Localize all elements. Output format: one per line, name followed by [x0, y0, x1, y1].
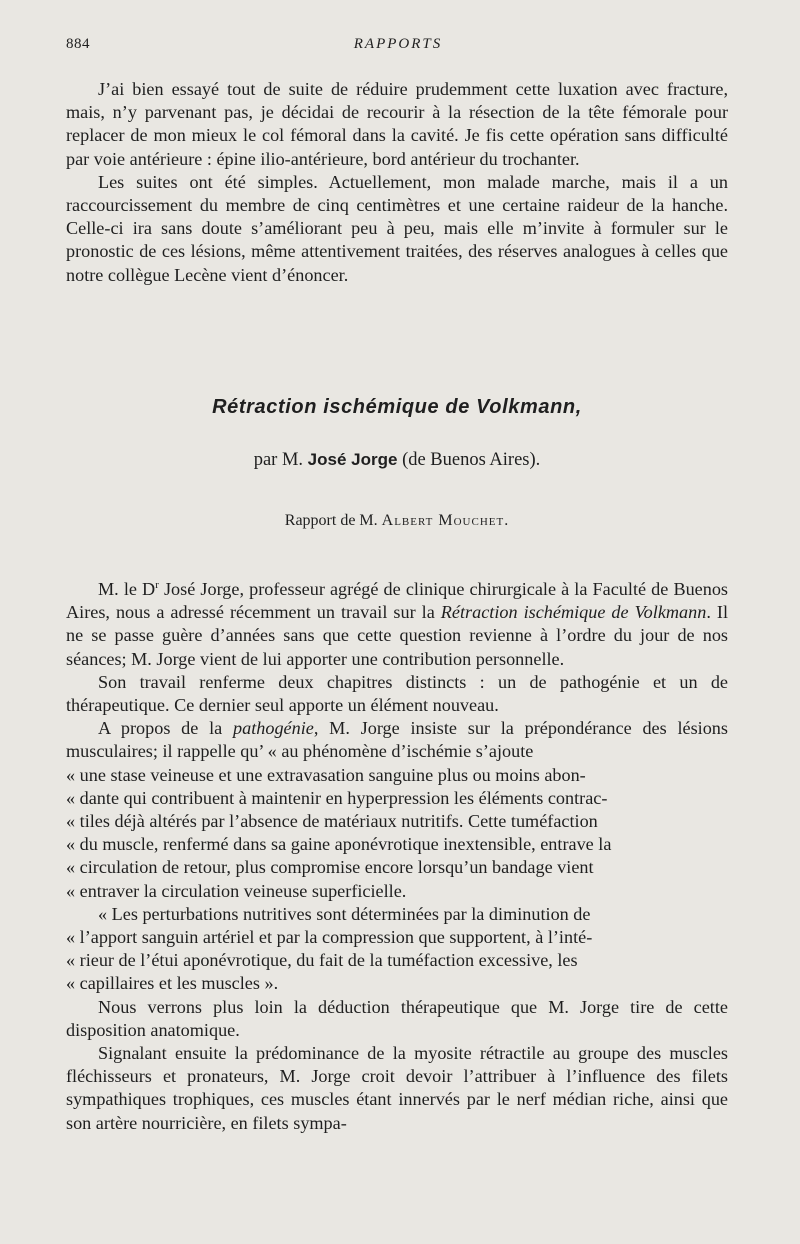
report-prefix: Rapport de M. — [284, 512, 378, 529]
text-run: , M. Jorge insiste sur la prépondérance des lésions musculaires; il rappelle qu’ « au phénomène d’ischémie s’ajoute — [66, 718, 728, 762]
byline — [66, 450, 728, 471]
paragraph: Signalant ensuite la prédominance de la myosite rétractile au groupe des muscles fléchisseurs et pronateurs, M. Jorge croit devoir l’attribuer à l’influence des filets sympathiques trophiques, ces muscles étant innervés par le nerf médian riche, ainsi que son artère nourricière, en filets sympa- — [66, 1043, 728, 1133]
byline-suffix: (de Buenos Aires). — [402, 450, 541, 470]
intro-text — [66, 78, 728, 287]
quote-line: « capillaires et les muscles ». — [66, 973, 279, 994]
running-head — [66, 36, 730, 56]
paragraph: Les suites ont été simples. Actuellement, mon malade marche, mais il a un raccourcissement du membre de cinq centimètres et une certaine raideur de la hanche. Celle-ci ira sans doute s’améliorant peu à peu, mais elle m’invite à formuler sur le pronostic de ces lésions, même attentivement traitées, des réserves analogues à celles que notre collègue Lecène vient d’énoncer. — [66, 171, 728, 285]
quote-line: « circulation de retour, plus compromise encore lorsqu’un bandage vient — [66, 857, 594, 878]
quote-line: « l’apport sanguin artériel et par la compression que supportent, à l’inté- — [66, 927, 593, 948]
superscript: r — [155, 578, 159, 591]
byline-author: José Jorge — [307, 450, 398, 469]
paragraph — [66, 717, 728, 763]
paragraph — [66, 578, 728, 671]
quote-line: « dante qui contribuent à maintenir en hyperpression les éléments contrac- — [66, 787, 608, 808]
byline-prefix: par M. — [253, 450, 304, 470]
text-run: José Jorge, professeur agrégé de clinique chirurgicale à la Faculté de Buenos Aires, nous a adressé récemment un travail sur la — [66, 579, 729, 623]
quote-line: « du muscle, renfermé dans sa gaine aponévrotique inextensible, entrave la — [66, 834, 612, 855]
quote-line: « rieur de l’étui aponévrotique, du fait de la tuméfaction excessive, les — [66, 950, 578, 971]
italic-term: pathogénie — [233, 718, 314, 739]
section-title: Rétraction ischémique de Volkmann, — [212, 396, 582, 418]
paragraph: Son travail renferme deux chapitres distincts : un de pathogénie et un de thérapeutique. Ce dernier seul apporte un élément nouveau. — [66, 671, 728, 716]
page-number: 884 — [66, 36, 90, 52]
italic-title: Rétraction ischémique de Volkmann — [440, 602, 707, 623]
quote-line: « une stase veineuse et une extravasation sanguine plus ou moins abon- — [66, 764, 586, 785]
running-title: RAPPORTS — [353, 36, 443, 52]
report-text — [66, 578, 728, 1135]
text-run: M. le D — [98, 579, 156, 599]
quote-line: « entraver la circulation veineuse superficielle. — [66, 880, 407, 901]
quote-line: « tiles déjà altérés par l’absence de matériaux nutritifs. Cette tuméfaction — [66, 811, 598, 832]
report-author: Albert Mouchet. — [381, 512, 510, 529]
report-attribution — [66, 512, 728, 530]
text-run: . Il ne se passe guère d’années sans que cette question revienne à l’ordre du jour de nos séances; M. Jorge vient de lui apporter une contribution personnelle. — [66, 602, 728, 669]
text-run: A propos de la — [98, 718, 234, 739]
paragraph: J’ai bien essayé tout de suite de réduire prudemment cette luxation avec fracture, mais, n’y parvenant pas, je décidai de recourir à la résection de la tête fémorale pour replacer de mon mieux le col fémoral dans la cavité. Je fis cette opération sans difficulté par voie antérieure : épine ilio-antérieure, bord antérieur du trochanter. — [66, 79, 728, 169]
quote-paragraph-start: « Les perturbations nutritives sont déterminées par la diminution de — [98, 903, 591, 924]
paragraph: Nous verrons plus loin la déduction thérapeutique que M. Jorge tire de cette disposition anatomique. — [66, 996, 728, 1040]
